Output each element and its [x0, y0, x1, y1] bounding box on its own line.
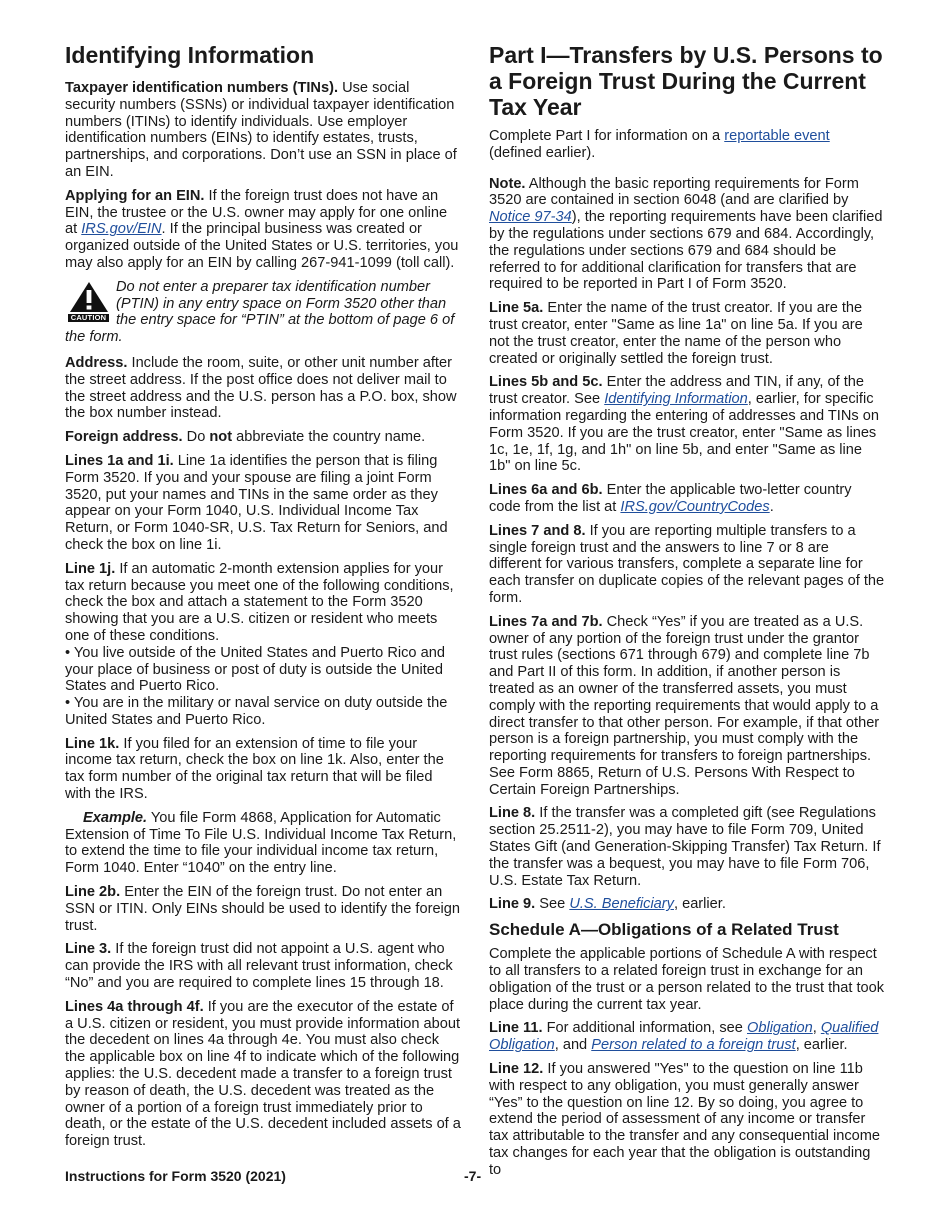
runin-lines-5b-5c: Lines 5b and 5c.	[489, 374, 603, 391]
text-line-12: If you answered "Yes" to the question on line 11b with respect to any obligation, you must generally answer “Yes” to the question on line 12. By so doing, you agree to extend the period of assessment of any income or transfer tax attributable to the transfer and any consequential income tax changes for each year that the obligation is outstanding to	[489, 1061, 881, 1178]
bullet-icon: •	[65, 644, 71, 661]
text-line-1k: If you filed for an extension of time to file your income tax return, check the box on line 1k. Also, enter the tax form number of the original tax return that will be filed with the IRS.	[65, 735, 444, 803]
bullet-text: You live outside of the United States and Puerto Rico and your place of business or post of duty is outside the United States and Puerto Rico.	[65, 644, 445, 695]
text-lines-6a-6b-2: .	[769, 498, 774, 515]
text-lines-5b-5c-2: , earlier, for specific information regarding the entering of addresses and TINs on Form 3520. If you are the trust creator, enter "Same as lines 1c, 1e, 1f, 1g, and 1h" on line 5b, and enter "Same as line 1b" on line 5c.	[489, 391, 879, 475]
text-foreign-address-2: abbreviate the country name.	[236, 429, 426, 446]
right-column	[489, 42, 885, 1186]
runin-line-11: Line 11.	[489, 1020, 543, 1037]
section-heading-identifying-information: Identifying Information	[65, 42, 315, 68]
paragraph-lines-5b-5c	[489, 374, 885, 475]
paragraph-schedule-a	[489, 946, 885, 1013]
runin-line-1j: Line 1j.	[65, 560, 116, 577]
paragraph-lines-7a-7b	[489, 614, 885, 799]
runin-note: Note.	[489, 175, 526, 192]
text-lines-4a-4f: If you are the executor of the estate of a U.S. citizen or resident, you must provide information about the decedent on lines 4a through 4e. You must also check the applicable box on line 4f to indicate which of the following applies: the U.S. decedent made a transfer to a foreign trust by reason of death, the U.S. decedent was treated as the owner of a portion of a foreign trust immediately prior to death, or the estate of the U.S. decedent included assets of a foreign trust.	[65, 998, 461, 1150]
runin-foreign-address: Foreign address.	[65, 429, 183, 446]
link-irs-gov-ein[interactable]: IRS.gov/EIN	[81, 221, 162, 238]
text-lines-7a-7b: Check “Yes” if you are treated as a U.S. owner of any portion of the foreign trust under the grantor trust rules (sections 671 through 679) and complete line 7b and Part II of this form. In addition, if another person is treated as an owner of the transferred assets, you must comply with the reporting requirements that would apply to a direct transfer to that other person. For example, if that other person is a foreign partnership, you must comply with the reporting requirements for transfers to foreign partnerships. See Form 8865, Return of U.S. Persons With Respect to Certain Foreign Partnerships.	[489, 613, 880, 798]
left-column	[65, 42, 461, 1157]
runin-line-9: Line 9.	[489, 896, 536, 913]
link-notice-97-34[interactable]: Notice 97-34	[489, 209, 572, 226]
runin-line-8: Line 8.	[489, 805, 536, 822]
bullet-item	[65, 645, 461, 695]
link-qualified-obligation[interactable]: Qualified Obligation	[489, 1020, 879, 1054]
runin-line-5a: Line 5a.	[489, 300, 544, 317]
footer-page-number: -7-	[464, 1168, 482, 1184]
text-line-11-sep-2: , and	[554, 1037, 588, 1054]
bullet-icon: •	[65, 695, 71, 712]
link-identifying-information[interactable]: Identifying Information	[604, 391, 748, 408]
text-note-1: Although the basic reporting requirements for Form 3520 are contained in section 6048 (and are clarified by	[489, 175, 859, 209]
runin-address: Address.	[65, 354, 128, 371]
text-line-9-1: See	[539, 896, 566, 913]
paragraph-applying-for-ein	[65, 188, 461, 272]
text-address: Include the room, suite, or other unit number after the street address. If the post office does not deliver mail to the street address and the U.S. person has a P.O. box, show the box number instead.	[65, 354, 457, 422]
caution-label: CAUTION	[68, 314, 110, 322]
runin-line-1k: Line 1k.	[65, 735, 120, 752]
link-person-related-to-a-foreign-trust[interactable]: Person related to a foreign trust	[591, 1037, 796, 1054]
text-intro-2: (defined earlier).	[489, 144, 596, 161]
paragraph-line-3	[65, 941, 461, 991]
paragraph-line-1j	[65, 561, 461, 645]
runin-lines-6a-6b: Lines 6a and 6b.	[489, 482, 603, 499]
text-line-11-2: , earlier.	[795, 1037, 848, 1054]
paragraph-example	[65, 810, 461, 877]
paragraph-part-i-intro	[489, 128, 885, 162]
paragraph-lines-7-8	[489, 523, 885, 607]
runin-lines-7a-7b: Lines 7a and 7b.	[489, 613, 603, 630]
text-line-9-2: , earlier.	[673, 896, 726, 913]
text-ein-2: . If the principal business was created or organized outside of the United States or U.S. territories, you may also apply for an EIN by calling 267-941-1099 (toll call).	[65, 221, 459, 271]
link-irs-gov-countrycodes[interactable]: IRS.gov/CountryCodes	[620, 498, 770, 515]
text-schedule-a: Complete the applicable portions of Schedule A with respect to all transfers to a related foreign trust in exchange for an obligation of the trust or a person related to the trust that took place during the current tax year.	[489, 946, 885, 1013]
warning-triangle-icon	[69, 281, 109, 313]
paragraph-line-1k	[65, 736, 461, 803]
text-intro-1: Complete Part I for information on a	[489, 128, 721, 144]
caution-note	[65, 279, 461, 346]
text-note-2: ), the reporting requirements have been clarified by the regulations under sections 679 and 684. Accordingly, the regulations under sections 679 and 684 should be referred to for additional clarification for transfers that are required to be reported in Part I of Form 3520.	[489, 209, 883, 293]
runin-lines-7-8: Lines 7 and 8.	[489, 522, 586, 539]
paragraph-line-2b	[65, 884, 461, 934]
part-heading-part-i: Part I—Transfers by U.S. Persons to a Foreign Trust During the Current Tax Year	[489, 42, 883, 120]
paragraph-lines-4a-4f	[65, 999, 461, 1150]
text-ein-1: If the foreign trust does not have an EIN, the trustee or the U.S. owner may apply for one online at	[65, 187, 448, 238]
paragraph-lines-6a-6b	[489, 482, 885, 516]
paragraph-lines-1a-1i	[65, 453, 461, 554]
paragraph-foreign-address	[65, 429, 461, 446]
runin-line-12: Line 12.	[489, 1061, 544, 1078]
paragraph-address	[65, 355, 461, 422]
link-reportable-event[interactable]: reportable event	[724, 128, 830, 144]
text-tins: Use social security numbers (SSNs) or individual taxpayer identification numbers (ITINs) to identify individuals. Use employer identification numbers (EINs) to identify estates, trusts, partnerships, and corporations. Don’t use an SSN in place of an EIN.	[65, 80, 457, 180]
text-lines-1a-1i: Line 1a identifies the person that is filing Form 3520. If you and your spouse are filing a joint Form 3520, put your names and TINs in the same order as they appear on your Form 1040, U.S. Individual Income Tax Return, or Form 1040-SR, U.S. Tax Return for Seniors, and check the box on line 1i.	[65, 452, 448, 553]
text-foreign-address-bold: not	[209, 429, 233, 446]
runin-lines-1a-1i: Lines 1a and 1i.	[65, 452, 174, 469]
footer-form-title: Instructions for Form 3520 (2021)	[65, 1168, 286, 1184]
paragraph-line-8	[489, 805, 885, 889]
caution-text: Do not enter a preparer tax identification number (PTIN) in any entry space on Form 3520 other than the entry space for “PTIN” at the bottom of page 6 of the form.	[65, 278, 455, 346]
text-line-3: If the foreign trust did not appoint a U.S. agent who can provide the IRS with all relevant trust information, check “No” and you are required to complete lines 15 through 18.	[65, 941, 453, 992]
text-line-11-sep-1: ,	[812, 1020, 817, 1037]
paragraph-line-12	[489, 1061, 885, 1179]
text-foreign-address-1: Do	[186, 429, 206, 446]
bullet-item	[65, 695, 461, 729]
paragraph-line-9	[489, 896, 885, 913]
text-line-2b: Enter the EIN of the foreign trust. Do not enter an SSN or ITIN. Only EINs should be used to identify the foreign trust.	[65, 884, 461, 934]
text-lines-5b-5c-1: Enter the address and TIN, if any, of the trust creator. See	[489, 374, 865, 408]
text-line-1j: If an automatic 2-month extension applies for your tax return because you meet one of the following conditions, check the box and attach a statement to the Form 3520 showing that you are a U.S. citizen or resident who meets one of these conditions.	[65, 560, 454, 644]
runin-line-3: Line 3.	[65, 941, 112, 958]
link-us-beneficiary[interactable]: U.S. Beneficiary	[569, 896, 674, 913]
paragraph-note	[489, 176, 885, 294]
bullet-text: You are in the military or naval service on duty outside the United States and Puerto Rico.	[65, 695, 448, 728]
text-lines-6a-6b-1: Enter the applicable two-letter country code from the list at	[489, 482, 852, 515]
runin-tins: Taxpayer identification numbers (TINs).	[65, 80, 339, 96]
sub-heading-schedule-a: Schedule A—Obligations of a Related Trust	[489, 920, 839, 940]
text-line-11-1: For additional information, see	[546, 1020, 743, 1037]
link-obligation[interactable]: Obligation	[746, 1020, 813, 1037]
text-example: You file Form 4868, Application for Automatic Extension of Time To File U.S. Individual Income Tax Return, to extend the time to file your individual income tax return, Form 1040. Enter “1040” on the entry line.	[65, 809, 457, 877]
paragraph-line-5a	[489, 300, 885, 367]
text-lines-7-8: If you are reporting multiple transfers to a single foreign trust and the answers to line 7 or 8 are different for various transfers, complete a separate line for each transfer on duplicate copies of the relevant pages of the form.	[489, 522, 885, 606]
paragraph-tins	[65, 80, 461, 181]
paragraph-line-11	[489, 1020, 885, 1054]
text-line-8: If the transfer was a completed gift (see Regulations section 25.2511-2), you may have to file Form 709, United States Gift (and Generation-Skipping Transfer) Tax Return. If the transfer was a bequest, you may have to file Form 706, U.S. Estate Tax Return.	[489, 805, 881, 889]
runin-example: Example.	[83, 809, 148, 826]
runin-lines-4a-4f: Lines 4a through 4f.	[65, 998, 204, 1015]
text-line-5a: Enter the name of the trust creator. If you are the trust creator, enter "Same as line 1a" on line 5a. If you are not the trust creator, enter the name of the person who created or originally settled the foreign trust.	[489, 300, 863, 367]
runin-line-2b: Line 2b.	[65, 884, 121, 901]
caution-icon	[65, 281, 112, 323]
runin-applying-for-ein: Applying for an EIN.	[65, 187, 205, 204]
